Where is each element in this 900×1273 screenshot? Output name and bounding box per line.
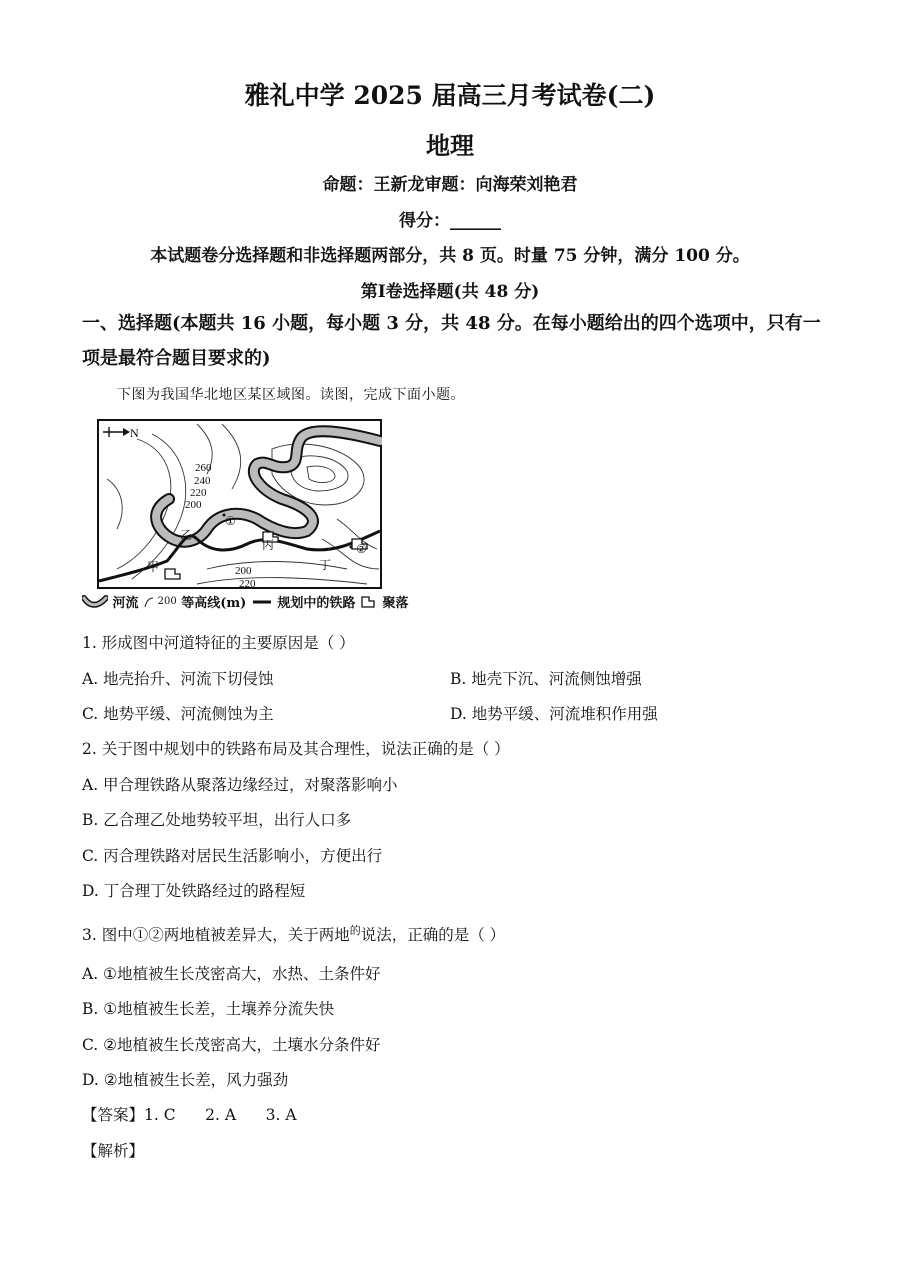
map-intro: 下图为我国华北地区某区域图。读图，完成下面小题。: [117, 387, 465, 403]
q3-stem-sup: 的: [349, 924, 361, 937]
answer-line: 【答案】1. C 2. A 3. A: [82, 1106, 297, 1124]
q3-stem-part-a: 3. 图中①②两地植被差异大，关于两地: [82, 926, 350, 945]
q3-option-a: A. ①地植被生长茂密高大，水热、土条件好: [82, 965, 381, 983]
q2-option-d: D. 丁合理丁处铁路经过的路程短: [82, 882, 306, 900]
q1-option-a: A. 地壳抬升、河流下切侵蚀: [82, 670, 274, 688]
legend-settlement: 聚落: [382, 596, 409, 611]
volume-title: 第Ⅰ卷选择题(共 48 分): [360, 282, 540, 302]
contour-label-220: 220: [190, 487, 207, 499]
q3-option-d: D. ②地植被生长差，风力强劲: [82, 1071, 289, 1089]
q3-option-b: B. ①地植被生长差，土壤养分流失快: [82, 1000, 335, 1018]
section-heading: 一、选择题(本题共 16 小题，每小题 3 分，共 48 分。在每小题给出的四个选项中，只有一项是最符合题目要求的): [82, 313, 821, 369]
map-svg: [97, 419, 382, 589]
place-label-bing: 丙: [262, 538, 275, 552]
q2-option-a: A. 甲合理铁路从聚落边缘经过，对聚落影响小: [82, 776, 398, 794]
q1-option-c: C. 地势平缓、河流侧蚀为主: [82, 705, 274, 723]
question-2-stem: 2. 关于图中规划中的铁路布局及其合理性，说法正确的是（ ）: [82, 740, 510, 758]
point-label-2: ②: [356, 542, 367, 556]
legend-contour: 等高线(m): [181, 596, 247, 611]
analysis-label: 【解析】: [82, 1142, 145, 1160]
legend-railway: 规划中的铁路: [277, 596, 356, 611]
contour-label-240: 240: [194, 475, 211, 487]
contour-label-220b: 220: [239, 578, 256, 589]
legend-contour-value: 200: [157, 596, 177, 607]
authors-line: 命题：王新龙审题：向海荣刘艳君: [322, 175, 578, 195]
q2-option-c: C. 丙合理铁路对居民生活影响小，方便出行: [82, 847, 383, 865]
contour-legend-icon: [143, 595, 153, 609]
place-label-ding: 丁: [319, 558, 332, 572]
exam-notice: 本试题卷分选择题和非选择题两部分，共 8 页。时量 75 分钟，满分 100 分。: [150, 246, 750, 266]
contour-label-200: 200: [185, 499, 202, 511]
q2-option-b: B. 乙合理乙处地势较平坦，出行人口多: [82, 811, 352, 829]
point-label-1: ①: [225, 514, 236, 528]
question-3-stem: [82, 922, 505, 945]
score-line: 得分：______: [399, 211, 501, 231]
q3-stem-part-b: 说法，正确的是（ ）: [360, 926, 506, 945]
legend-river: 河流: [112, 596, 139, 611]
subject-title: 地理: [426, 131, 474, 160]
place-label-jia: 甲: [147, 560, 160, 574]
q3-option-c: C. ②地植被生长茂密高大，土壤水分条件好: [82, 1036, 381, 1054]
topographic-map: [97, 419, 382, 589]
svg-text:N: N: [130, 426, 139, 440]
contour-label-260: 260: [195, 462, 212, 474]
q1-option-b: B. 地壳下沉、河流侧蚀增强: [450, 670, 642, 688]
q1-option-d: D. 地势平缓、河流堆积作用强: [450, 705, 658, 723]
map-legend: [82, 592, 408, 611]
railway-legend-icon: [251, 598, 273, 606]
page-title: 雅礼中学 2025 届高三月考试卷(二): [244, 81, 656, 110]
river-legend-icon: [82, 595, 108, 609]
place-label-yi: 乙: [180, 528, 193, 542]
settlement-legend-icon: [360, 595, 378, 609]
contour-label-200b: 200: [235, 565, 252, 577]
question-1-stem: 1. 形成图中河道特征的主要原因是（ ）: [82, 634, 355, 652]
